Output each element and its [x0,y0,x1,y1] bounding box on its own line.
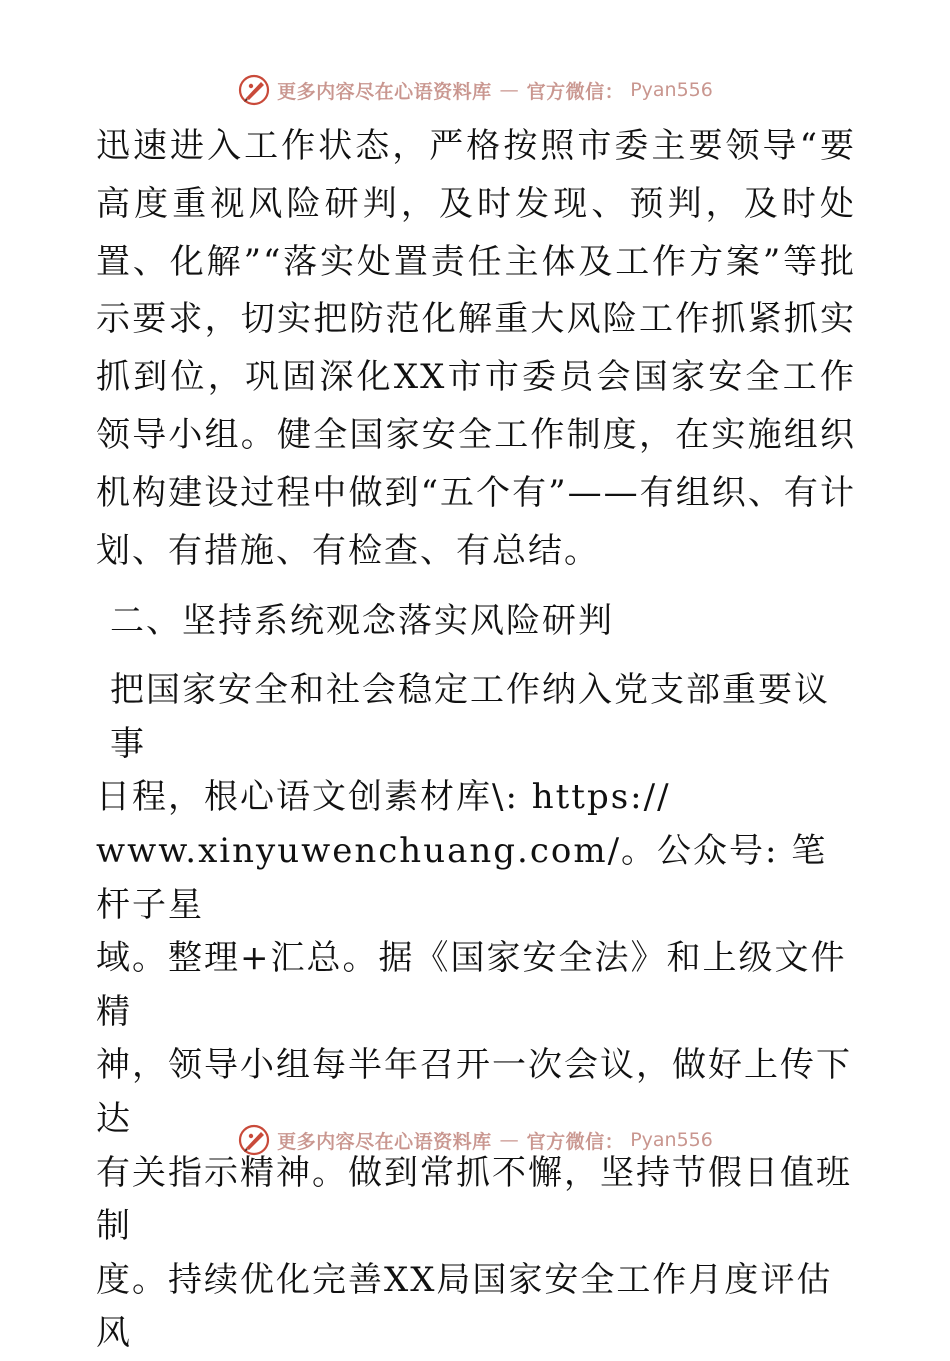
quill-pen-logo-icon [237,1123,271,1157]
paragraph-2-line: 把国家安全和社会稳定工作纳入党支部重要议事 [110,670,830,764]
paragraph-2-line: 有关指示精神。做到常抓不懈，坚持节假日值班制 [96,1152,852,1247]
paragraph-2-line: 日程，根心语文创素材库\: https:// [96,777,671,818]
body-paragraph-1: 迅速进入工作状态，严格按照市委主要领导“要高度重视风险研判，及时发现、预判，及时处置、化解”“落实处置责任主体及工作方案”等批示要求，切实把防范化解重大风险工作抓紧抓实抓到位，巩固深化XX市市委员会国家安全工作领导小组。健全国家安全工作制度，在实施组织机构建设过程中做到“五个有”——有组织、有计划、有措施、有检查、有总结。 [96,126,856,571]
paragraph-2-line: 度。持续优化完善XX局国家安全工作月度评估风 [96,1259,833,1354]
paragraph-2-line: 神，领导小组每半年召开一次会议，做好上传下达 [96,1045,852,1139]
watermark-separator: — [499,1129,519,1151]
footer-watermark-banner [0,1118,950,1162]
paragraph-2-line: 域。整理+汇总。据《国家安全法》和上级文件精 [96,938,847,1032]
watermark-separator: — [499,79,519,101]
watermark-site-text: 更多内容尽在心语资料库 [277,80,492,103]
document-body [96,118,856,1361]
paragraph-2-line: www.xinyuwenchuang.com/。公众号: 笔杆子星 [96,830,828,925]
watermark-wechat-label: 官方微信： [526,1130,625,1153]
watermark-wechat-label: 官方微信： [526,80,625,103]
watermark-wechat-id: Pyan556 [630,79,713,101]
watermark-wechat-id: Pyan556 [630,1129,713,1151]
section-heading-2: 二、坚持系统观念落实风险研判 [110,601,614,642]
header-watermark-banner [0,68,950,112]
quill-pen-logo-icon [237,73,271,107]
watermark-site-text: 更多内容尽在心语资料库 [277,1130,492,1153]
body-paragraph-2 [96,664,856,1361]
